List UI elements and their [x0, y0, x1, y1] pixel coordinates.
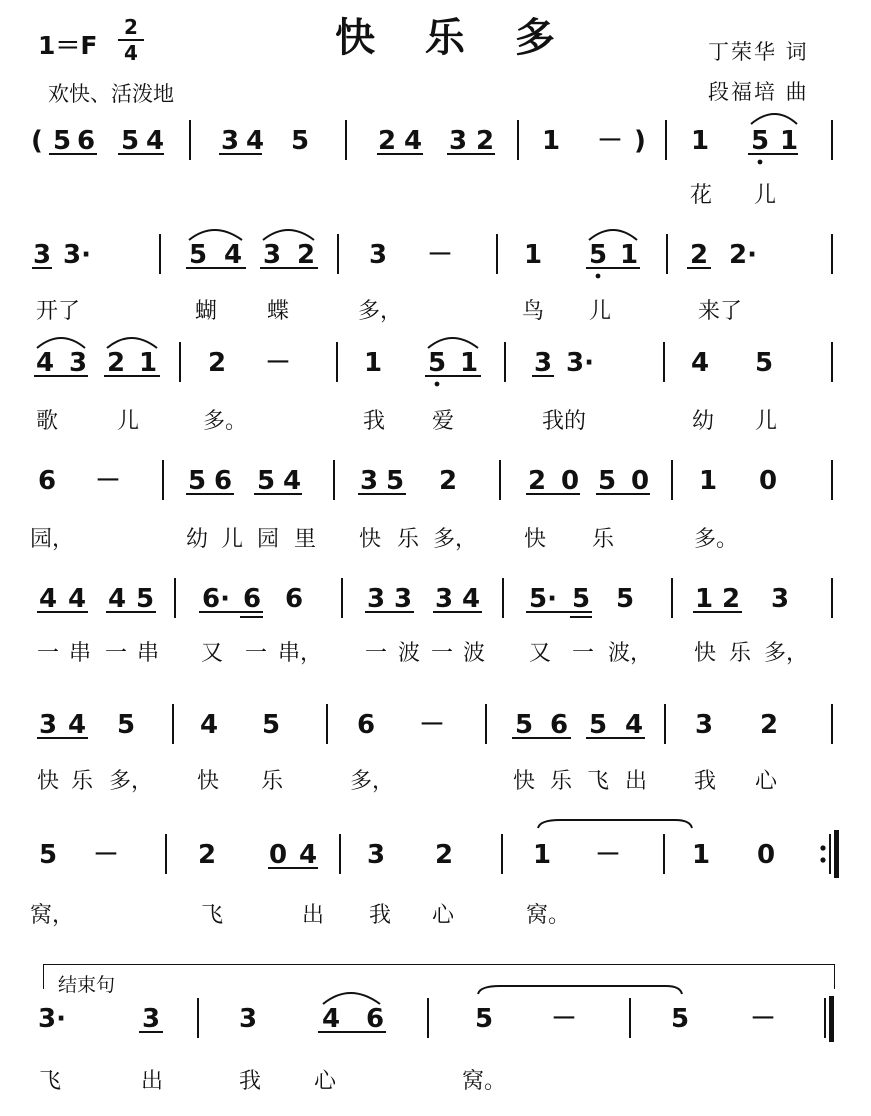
note: 5 — [256, 466, 276, 496]
note: 5· — [529, 584, 557, 614]
note: － — [92, 840, 120, 870]
note: 5 — [615, 584, 635, 614]
time-signature-bottom: 4 — [124, 41, 138, 65]
note: 5 — [597, 466, 617, 496]
note: 4 — [35, 348, 55, 378]
note: 4 — [298, 840, 318, 870]
lyric: 鸟 — [521, 299, 545, 324]
lyric: 快 — [358, 527, 382, 552]
lyric: 来了 — [697, 299, 743, 324]
lyric: 歌 — [35, 409, 59, 434]
note: － — [749, 1004, 777, 1034]
note: 1 — [694, 584, 714, 614]
score-system-3 — [0, 338, 871, 468]
lyric: 我 — [693, 769, 717, 794]
note: 4 — [67, 710, 87, 740]
lyric: 串 — [68, 641, 92, 666]
lyric: 儿 — [588, 299, 612, 324]
ending-label: 结束句 — [58, 974, 116, 996]
lyric: 心 — [754, 769, 778, 794]
note: 6 — [284, 584, 304, 614]
note: ( — [31, 126, 43, 156]
note: 5 — [750, 126, 770, 156]
lyric: 乐 — [396, 527, 420, 552]
note: 5 — [188, 240, 208, 270]
lyric: 窝。 — [461, 1069, 507, 1094]
lyric: 一 — [430, 641, 454, 666]
note: 3 — [393, 584, 413, 614]
lyric: 多， — [432, 527, 478, 552]
lyric: 乐 — [549, 769, 573, 794]
note: 3 — [141, 1004, 161, 1034]
note: 3 — [38, 710, 58, 740]
note: 5 — [571, 584, 591, 614]
lyric: 波， — [607, 641, 653, 666]
note: 6 — [76, 126, 96, 156]
note: 0 — [756, 840, 776, 870]
note: 6 — [213, 466, 233, 496]
score-system-5 — [0, 576, 871, 706]
lyric: 儿 — [753, 183, 777, 208]
note: 3 — [220, 126, 240, 156]
lyricist-credit: 丁荣华 词 — [708, 40, 809, 64]
note: 1 — [779, 126, 799, 156]
lyric: 出 — [140, 1069, 164, 1094]
lyric: 幼 — [691, 409, 715, 434]
note: 3 — [694, 710, 714, 740]
system-3-lyrics — [0, 404, 871, 438]
note: 4 — [690, 348, 710, 378]
note: 3· — [63, 240, 91, 270]
note: 5 — [474, 1004, 494, 1034]
note: 5 — [38, 840, 58, 870]
note: 6· — [202, 584, 230, 614]
note: 3 — [359, 466, 379, 496]
note: 1 — [541, 126, 561, 156]
note: 5 — [427, 348, 447, 378]
note: 1 — [532, 840, 552, 870]
note: 6 — [549, 710, 569, 740]
note: 5 — [588, 710, 608, 740]
note: 5 — [135, 584, 155, 614]
time-signature — [118, 16, 144, 64]
note: 3 — [533, 348, 553, 378]
lyric: 快 — [523, 527, 547, 552]
note: 4 — [245, 126, 265, 156]
note: 5 — [52, 126, 72, 156]
note: － — [550, 1004, 578, 1034]
lyric: 我的 — [541, 409, 587, 434]
note: 3 — [366, 840, 386, 870]
lyric: 我 — [368, 903, 392, 928]
lyric: 多， — [357, 299, 403, 324]
lyric: 飞 — [200, 903, 224, 928]
lyric: 窝， — [29, 903, 75, 928]
song-title: 快 乐 多 — [335, 15, 573, 61]
note: 2 — [207, 348, 227, 378]
lyric: 串， — [277, 641, 323, 666]
score-system-8 — [0, 996, 871, 1116]
lyric: 心 — [313, 1069, 337, 1094]
lyric: 里 — [293, 527, 317, 552]
key-signature: 1＝F — [38, 31, 98, 60]
note: － — [94, 466, 122, 496]
lyric: 波 — [462, 641, 486, 666]
lyric: 乐 — [591, 527, 615, 552]
note: 4 — [223, 240, 243, 270]
score-system-4 — [0, 456, 871, 586]
note: 1 — [698, 466, 718, 496]
note: 3 — [368, 240, 388, 270]
time-signature-top: 2 — [124, 15, 138, 39]
note: 1 — [691, 840, 711, 870]
note: － — [596, 126, 624, 156]
lyric: 快 — [36, 769, 60, 794]
lyric: 快 — [693, 641, 717, 666]
system-4-lyrics — [0, 522, 871, 556]
note: 5 — [290, 126, 310, 156]
note: 3 — [262, 240, 282, 270]
note: 4 — [282, 466, 302, 496]
note: 3 — [366, 584, 386, 614]
lyric: 多， — [349, 769, 395, 794]
lyric: 一 — [104, 641, 128, 666]
note: 3 — [238, 1004, 258, 1034]
note: 2 — [377, 126, 397, 156]
ending-bracket — [43, 964, 835, 989]
system-1-notation — [0, 112, 871, 242]
system-6-lyrics — [0, 764, 871, 798]
note: 3 — [434, 584, 454, 614]
note: 0 — [630, 466, 650, 496]
lyric: 我 — [238, 1069, 262, 1094]
note: － — [264, 348, 292, 378]
lyric: 乐 — [260, 769, 284, 794]
system-1-lyrics — [0, 178, 871, 212]
note: 4 — [624, 710, 644, 740]
lyric: 儿 — [220, 527, 244, 552]
note: 2 — [434, 840, 454, 870]
system-2-lyrics — [0, 294, 871, 328]
note: 5 — [116, 710, 136, 740]
lyric: 飞 — [38, 1069, 62, 1094]
note: 1 — [619, 240, 639, 270]
system-8-lyrics — [0, 1064, 871, 1098]
note: 5 — [754, 348, 774, 378]
note: 1 — [363, 348, 383, 378]
note: 0 — [758, 466, 778, 496]
lyric: 一 — [36, 641, 60, 666]
lyric: 多， — [763, 641, 809, 666]
note: 5 — [670, 1004, 690, 1034]
final-barline — [834, 830, 839, 878]
note: 5 — [261, 710, 281, 740]
note: 4 — [461, 584, 481, 614]
lyric: 快 — [196, 769, 220, 794]
note: 1 — [459, 348, 479, 378]
note: 4 — [67, 584, 87, 614]
note: 5 — [385, 466, 405, 496]
note: 2 — [721, 584, 741, 614]
note: － — [594, 840, 622, 870]
note: 2 — [527, 466, 547, 496]
lyric: 一 — [571, 641, 595, 666]
note: 1 — [523, 240, 543, 270]
note: 2 — [475, 126, 495, 156]
note: 0 — [268, 840, 288, 870]
lyric: 我 — [362, 409, 386, 434]
system-7-notation — [0, 828, 871, 958]
note: 4 — [199, 710, 219, 740]
system-3-notation — [0, 338, 871, 468]
lyric: 蝶 — [266, 299, 290, 324]
lyric: 一 — [244, 641, 268, 666]
note: 4 — [145, 126, 165, 156]
lyric: 花 — [689, 183, 713, 208]
system-7-lyrics — [0, 898, 871, 932]
lyric: 园， — [29, 527, 75, 552]
lyric: 乐 — [70, 769, 94, 794]
note: 4 — [38, 584, 58, 614]
final-barline — [829, 996, 834, 1042]
note: 1 — [138, 348, 158, 378]
lyric: 波 — [397, 641, 421, 666]
lyric: 儿 — [116, 409, 140, 434]
lyric: 一 — [364, 641, 388, 666]
lyric: 飞 — [586, 769, 610, 794]
lyric: 开了 — [35, 299, 81, 324]
note: 6 — [37, 466, 57, 496]
system-8-notation — [0, 996, 871, 1116]
lyric: 又 — [200, 641, 224, 666]
system-5-lyrics — [0, 636, 871, 670]
note: 2 — [438, 466, 458, 496]
lyric: 多。 — [202, 409, 248, 434]
note: 2· — [729, 240, 757, 270]
note: 3· — [566, 348, 594, 378]
lyric: 多， — [108, 769, 154, 794]
note: 1 — [690, 126, 710, 156]
note: 5 — [514, 710, 534, 740]
composer-credit: 段福培 曲 — [708, 80, 809, 104]
note: － — [418, 710, 446, 740]
note: 6 — [356, 710, 376, 740]
lyric: 蝴 — [194, 299, 218, 324]
lyric: 串 — [136, 641, 160, 666]
score-system-1 — [0, 112, 871, 242]
note: 5 — [588, 240, 608, 270]
lyric: 出 — [301, 903, 325, 928]
note: 6 — [242, 584, 262, 614]
note: 3· — [38, 1004, 66, 1034]
lyric: 乐 — [728, 641, 752, 666]
note: ) — [634, 126, 646, 156]
lyric: 幼 — [185, 527, 209, 552]
note: 5 — [120, 126, 140, 156]
score-system-7 — [0, 828, 871, 958]
note: 2 — [197, 840, 217, 870]
note: 2 — [689, 240, 709, 270]
note: － — [426, 240, 454, 270]
note: 4 — [321, 1004, 341, 1034]
lyric: 心 — [431, 903, 455, 928]
lyric: 爱 — [431, 409, 455, 434]
note: 2 — [106, 348, 126, 378]
lyric: 多。 — [693, 527, 739, 552]
note: 3 — [448, 126, 468, 156]
note: 6 — [365, 1004, 385, 1034]
lyric: 快 — [512, 769, 536, 794]
note: 3 — [770, 584, 790, 614]
note: 4 — [107, 584, 127, 614]
note: 3 — [32, 240, 52, 270]
system-4-notation — [0, 456, 871, 586]
score-system-6 — [0, 702, 871, 832]
note: 2 — [296, 240, 316, 270]
lyric: 园 — [256, 527, 280, 552]
lyric: 出 — [624, 769, 648, 794]
note: 5 — [187, 466, 207, 496]
note: 2 — [759, 710, 779, 740]
note: 4 — [403, 126, 423, 156]
tempo-marking: 欢快、活泼地 — [48, 82, 174, 106]
lyric: 儿 — [754, 409, 778, 434]
lyric: 又 — [528, 641, 552, 666]
note: 3 — [68, 348, 88, 378]
lyric: 窝。 — [525, 903, 571, 928]
note: 0 — [560, 466, 580, 496]
